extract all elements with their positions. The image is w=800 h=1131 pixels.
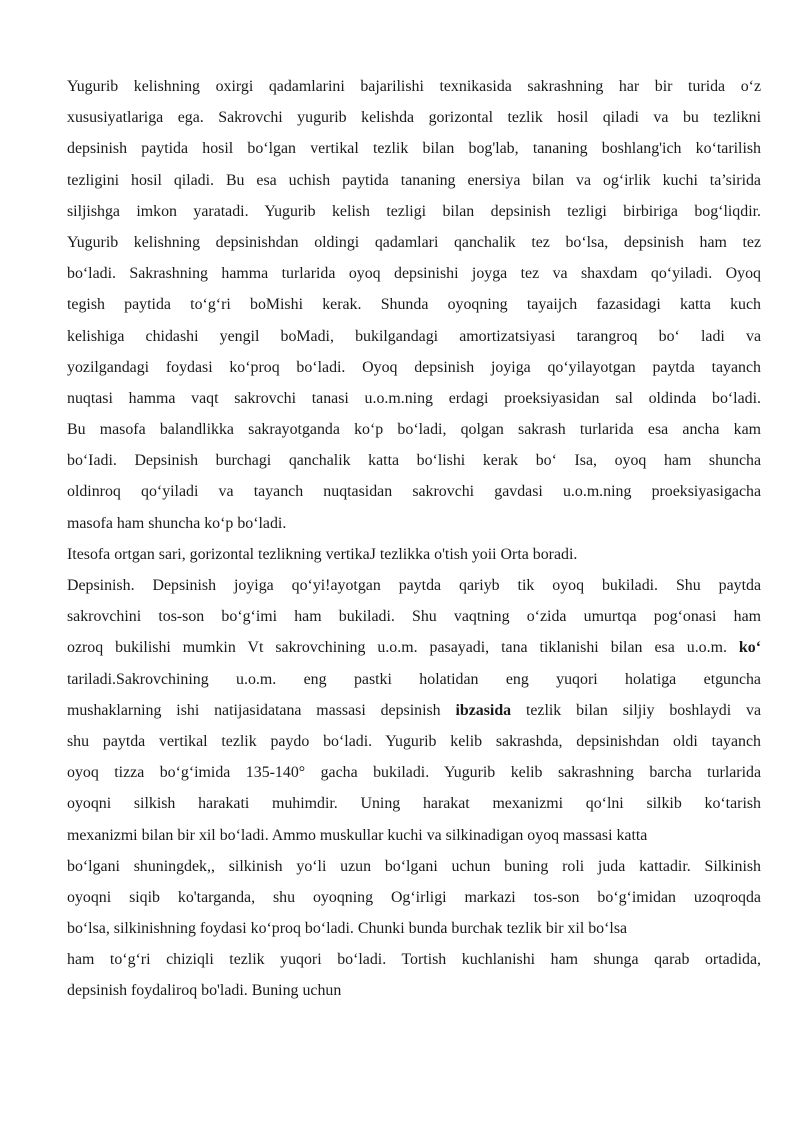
line-text: tegish paytida to‘g‘ri boMishi kerak. Shunda oyoqning tayaijch fazasidagi katta kuch [67, 296, 761, 314]
text-line [67, 227, 761, 258]
text-line [67, 258, 761, 289]
line-text: oldinroq qo‘yiladi va tayanch nuqtasidan sakrovchi gavdasi u.o.m.ning proeksiyasigacha [67, 483, 761, 501]
line-text: bo‘ladi. Sakrashning hamma turlarida oyoq depsinishi joyga tez va shaxdam qo‘yiladi. Oyoq [67, 265, 761, 283]
text-line [67, 664, 761, 695]
text-line [67, 975, 761, 1006]
text-line [67, 820, 761, 851]
text-line [67, 352, 761, 383]
line-text: oyoqni siqib ko'targanda, shu oyoqning Og‘irligi markazi tos-son bo‘g‘imidan uzoqroqda [67, 888, 761, 906]
line-text: nuqtasi hamma vaqt sakrovchi tanasi u.o.m.ning erdagi proeksiyasidan sal oldinda bo‘ladi. [67, 389, 761, 407]
line-text: Bu masofa balandlikka sakrayotganda ko‘p bo‘ladi, qolgan sakrash turlarida esa ancha kam [67, 421, 761, 439]
text-line [67, 726, 761, 757]
line-text: ham to‘g‘ri chiziqli tezlik yuqori bo‘ladi. Tortish kuchlanishi ham shunga qarab ortadida, [67, 951, 761, 969]
line-text: mexanizmi bilan bir xil bo‘ladi. Ammo muskullar kuchi va silkinadigan oyoq massasi katta [67, 826, 648, 844]
line-text: Depsinish. Depsinish joyiga qo‘yi!ayotgan paytda qariyb tik oyoq bukiladi. Shu paytda [67, 577, 761, 594]
text-line [67, 383, 761, 414]
text-line [67, 414, 761, 445]
line-text: bo‘lgani shuningdek,, silkinish yo‘li uzun bo‘lgani uchun buning roli juda kattadir. Silkinish [67, 857, 761, 875]
text-line [67, 71, 761, 102]
line-text: sakrovchini tos-son bo‘g‘imi ham bukiladi. Shu vaqtning o‘zida umurtqa pog‘onasi ham [67, 608, 761, 626]
line-text: Yugurib kelishning oxirgi qadamlarini bajarilishi texnikasida sakrashning har bir turida o‘z [67, 78, 761, 95]
text-line [67, 289, 761, 320]
text-line [67, 570, 761, 601]
line-text: Yugurib kelishning depsinishdan oldingi qadamlari qanchalik tez bo‘lsa, depsinish ham tez [67, 233, 761, 251]
line-text: siljishga imkon yaratadi. Yugurib kelish tezligi bilan depsinish tezligi birbiriga bog‘liqdir. [67, 202, 761, 220]
text-line [67, 757, 761, 788]
line-text: tezligini hosil qiladi. Bu esa uchish paytida tananing enersiya bilan va og‘irlik kuchi ta’sirida [67, 171, 761, 189]
text-line [67, 445, 761, 476]
line-text: oyoqni silkish harakati muhimdir. Uning harakat mexanizmi qo‘lni silkib ko‘tarish [67, 795, 761, 813]
document-body [67, 71, 761, 1007]
line-text: depsinish foydaliroq bo'ladi. Buning uchun [67, 982, 342, 1000]
line-text: ozroq bukilishi mumkin Vt sakrovchining u.o.m. pasayadi, tana tiklanishi bilan esa u.o.m. [67, 639, 739, 657]
text-line [67, 508, 761, 539]
bold-text: ibzasida [455, 701, 512, 719]
line-text: mushaklarning ishi natijasidatana massasi depsinish [67, 701, 456, 719]
line-text: kelishiga chidashi yengil boMadi, bukilgandagi amortizatsiyasi tarangroq bo‘ ladi va [67, 327, 761, 345]
bold-text: ko‘ [738, 639, 761, 657]
text-line [67, 601, 761, 632]
text-line [67, 913, 761, 944]
text-line [67, 539, 761, 570]
line-text: xususiyatlariga ega. Sakrovchi yugurib kelishda gorizontal tezlik hosil qiladi va bu tezlikni [67, 109, 761, 127]
line-text: depsinish paytida hosil bo‘lgan vertikal tezlik bilan bog'lab, tananing boshlang'ich ko‘tarilish [67, 140, 761, 158]
line-text: oyoq tizza bo‘g‘imida 135-140° gacha bukiladi. Yugurib kelib sakrashning barcha turlarida [67, 764, 761, 782]
text-line [67, 165, 761, 196]
text-line [67, 196, 761, 227]
text-line [67, 944, 761, 975]
line-text: tariladi.Sakrovchining u.o.m. eng pastki holatidan eng yuqori holatiga etguncha [67, 670, 761, 688]
line-text: masofa ham shuncha ko‘p bo‘ladi. [67, 514, 287, 532]
line-text: bo‘Iadi. Depsinish burchagi qanchalik katta bo‘lishi kerak bo‘ Isa, oyoq ham shuncha [67, 452, 761, 470]
text-line [67, 133, 761, 164]
line-text-after: tezlik bilan siljiy boshlaydi va [511, 701, 761, 719]
text-line [67, 321, 761, 352]
text-line [67, 102, 761, 133]
text-line [67, 695, 761, 726]
line-text: shu paytda vertikal tezlik paydo bo‘ladi. Yugurib kelib sakrashda, depsinishdan oldi tayanch [67, 732, 761, 750]
line-text: yozilgandagi foydasi ko‘proq bo‘ladi. Oyoq depsinish joyiga qo‘yilayotgan paytda tayanch [67, 358, 761, 376]
text-line [67, 882, 761, 913]
text-line [67, 788, 761, 819]
text-line [67, 476, 761, 507]
text-line [67, 851, 761, 882]
line-text: bo‘lsa, silkinishning foydasi ko‘proq bo‘ladi. Chunki bunda burchak tezlik bir xil bo‘lsa [67, 920, 628, 938]
line-text: Itesofa ortgan sari, gorizontal tezlikning vertikaJ tezlikka o'tish yoii Orta boradi. [67, 545, 578, 563]
text-line [67, 632, 761, 663]
